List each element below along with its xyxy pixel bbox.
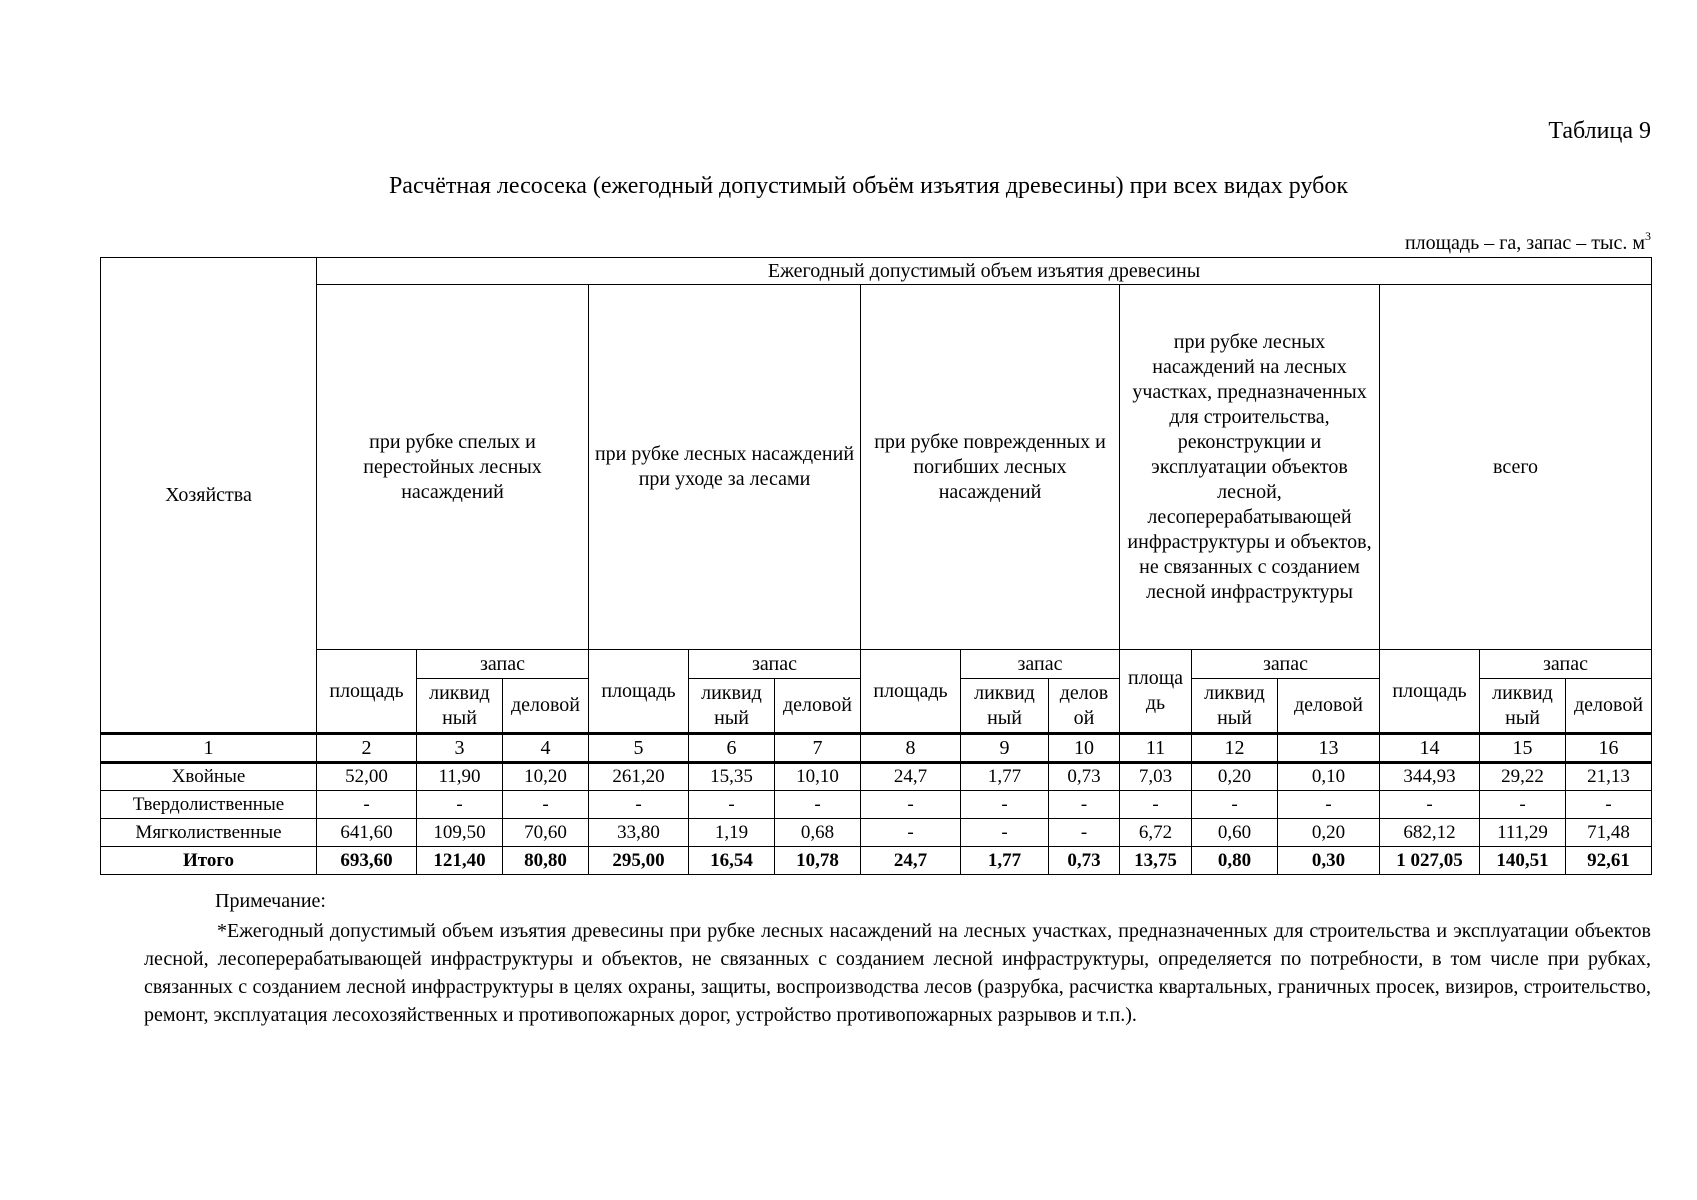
table-cell: - (961, 791, 1049, 819)
table-cell: 24,7 (861, 847, 961, 875)
row-name: Итого (101, 847, 317, 875)
liquid-header: ликвид ный (961, 679, 1049, 734)
table-cell: 70,60 (503, 819, 589, 847)
row-name: Мягколиственные (101, 819, 317, 847)
stock-header: запас (689, 650, 861, 679)
subgroup-mature: при рубке спелых и перестойных лесных насаждений (317, 285, 589, 650)
table-cell: 13,75 (1120, 847, 1192, 875)
table-cell: 33,80 (589, 819, 689, 847)
table-cell: 0,73 (1049, 763, 1120, 791)
table-cell: 111,29 (1480, 819, 1566, 847)
business-header: делов ой (1049, 679, 1120, 734)
subgroup-damaged: при рубке поврежденных и погибших лесных насаждений (861, 285, 1120, 650)
table-cell: 24,7 (861, 763, 961, 791)
liquid-header: ликвид ный (417, 679, 503, 734)
area-header: площадь (1380, 650, 1480, 734)
table-cell: - (589, 791, 689, 819)
column-number: 6 (689, 734, 775, 763)
business-header: деловой (775, 679, 861, 734)
stock-header: запас (961, 650, 1120, 679)
table-cell: - (961, 819, 1049, 847)
table-cell: 261,20 (589, 763, 689, 791)
liquid-header: ликвид ный (689, 679, 775, 734)
row-name: Твердолиственные (101, 791, 317, 819)
column-number: 12 (1192, 734, 1278, 763)
table-cell: - (775, 791, 861, 819)
liquid-header: ликвид ный (1480, 679, 1566, 734)
column-number: 13 (1278, 734, 1380, 763)
table-cell: 7,03 (1120, 763, 1192, 791)
table-cell: 0,80 (1192, 847, 1278, 875)
business-header: деловой (503, 679, 589, 734)
table-cell: 0,73 (1049, 847, 1120, 875)
table-row (101, 819, 1652, 847)
table-cell: - (689, 791, 775, 819)
table-cell: 0,68 (775, 819, 861, 847)
column-number: 11 (1120, 734, 1192, 763)
table-cell: 0,20 (1192, 763, 1278, 791)
table-body (101, 763, 1652, 875)
table-cell: 0,60 (1192, 819, 1278, 847)
area-header: площадь (317, 650, 417, 734)
stock-header: запас (417, 650, 589, 679)
harvest-table (100, 257, 1652, 875)
table-cell: 16,54 (689, 847, 775, 875)
table-cell: 295,00 (589, 847, 689, 875)
table-cell: 693,60 (317, 847, 417, 875)
table-cell: 1,77 (961, 847, 1049, 875)
units-note (1404, 229, 1651, 255)
page-title: Расчётная лесосека (ежегодный допустимый объём изъятия древесины) при всех видах рубок (388, 173, 1349, 199)
table-cell: 80,80 (503, 847, 589, 875)
column-number-row (101, 734, 1652, 763)
column-number: 14 (1380, 734, 1480, 763)
subgroup-construction: при рубке лесных насаждений на лесных участках, предназначенных для строительства, реконструкции и эксплуатации объектов лесной, лесоперерабатывающей инфраструктуры и объектов, не связанных с созданием лесной инфраструктуры (1120, 285, 1380, 650)
table-cell: 6,72 (1120, 819, 1192, 847)
column-number: 8 (861, 734, 961, 763)
table-cell: - (861, 791, 961, 819)
table-cell: - (1120, 791, 1192, 819)
subgroup-total: всего (1380, 285, 1652, 650)
farms-header: Хозяйства (101, 258, 317, 734)
group-header: Ежегодный допустимый объем изъятия древесины (317, 258, 1652, 285)
table-cell: 92,61 (1566, 847, 1652, 875)
table-cell: - (861, 819, 961, 847)
table-cell: 10,78 (775, 847, 861, 875)
units-text: площадь – га, запас – тыс. м (1404, 232, 1645, 254)
table-cell: 71,48 (1566, 819, 1652, 847)
table-cell: 109,50 (417, 819, 503, 847)
table-cell: 641,60 (317, 819, 417, 847)
table-cell: 121,40 (417, 847, 503, 875)
column-number: 15 (1480, 734, 1566, 763)
table-cell: 11,90 (417, 763, 503, 791)
subgroup-thinning: при рубке лесных насаждений при уходе за лесами (589, 285, 861, 650)
table-cell: 344,93 (1380, 763, 1480, 791)
column-number: 7 (775, 734, 861, 763)
table-cell: 1,19 (689, 819, 775, 847)
table-cell: - (1278, 791, 1380, 819)
table-cell: - (1566, 791, 1652, 819)
table-cell: - (1192, 791, 1278, 819)
table-cell: 1 027,05 (1380, 847, 1480, 875)
table-cell: 15,35 (689, 763, 775, 791)
table-cell: - (317, 791, 417, 819)
table-cell: - (1049, 819, 1120, 847)
liquid-header: ликвид ный (1192, 679, 1278, 734)
business-header: деловой (1566, 679, 1652, 734)
column-number: 2 (317, 734, 417, 763)
note-text: *Ежегодный допустимый объем изъятия древесины при рубке лесных насаждений на лесных участках, предназначенных для строительства и эксплуатации объектов лесной, лесоперерабатывающей инфраструктуры и объектов, не связанных с созданием лесной инфраструктуры, определяется по потребности, в том числе при рубках, связанных с созданием лесной инфраструктуры в целях охраны, защиты, воспроизводства лесов (разрубка, расчистка квартальных, граничных просек, визиров, строительство, ремонт, эксплуатация лесохозяйственных и противопожарных дорог, устройство противопожарных разрывов и т.п.). (144, 920, 1651, 1026)
table-row (101, 791, 1652, 819)
table-number: Таблица 9 (1548, 118, 1651, 144)
table-cell: - (503, 791, 589, 819)
table-cell: 682,12 (1380, 819, 1480, 847)
table-cell: 29,22 (1480, 763, 1566, 791)
table-cell: - (1049, 791, 1120, 819)
table-cell: 0,30 (1278, 847, 1380, 875)
table-cell: 140,51 (1480, 847, 1566, 875)
column-number: 16 (1566, 734, 1652, 763)
table-cell: 1,77 (961, 763, 1049, 791)
business-header: деловой (1278, 679, 1380, 734)
table-cell: 10,10 (775, 763, 861, 791)
area-header: площадь (589, 650, 689, 734)
table-cell: 0,10 (1278, 763, 1380, 791)
table-cell: 10,20 (503, 763, 589, 791)
area-header: площадь (861, 650, 961, 734)
table-cell: - (1380, 791, 1480, 819)
note-label: Примечание: (215, 890, 326, 912)
table-cell: 52,00 (317, 763, 417, 791)
table-cell: - (1480, 791, 1566, 819)
column-number: 9 (961, 734, 1049, 763)
table-cell: 21,13 (1566, 763, 1652, 791)
column-number: 4 (503, 734, 589, 763)
total-row (101, 847, 1652, 875)
table-row (101, 763, 1652, 791)
column-number: 3 (417, 734, 503, 763)
area-header: площа дь (1120, 650, 1192, 734)
units-superscript: 3 (1645, 229, 1651, 243)
column-number: 5 (589, 734, 689, 763)
row-name: Хвойные (101, 763, 317, 791)
stock-header: запас (1480, 650, 1652, 679)
table-cell: - (417, 791, 503, 819)
table-cell: 0,20 (1278, 819, 1380, 847)
stock-header: запас (1192, 650, 1380, 679)
column-number: 1 (101, 734, 317, 763)
column-number: 10 (1049, 734, 1120, 763)
